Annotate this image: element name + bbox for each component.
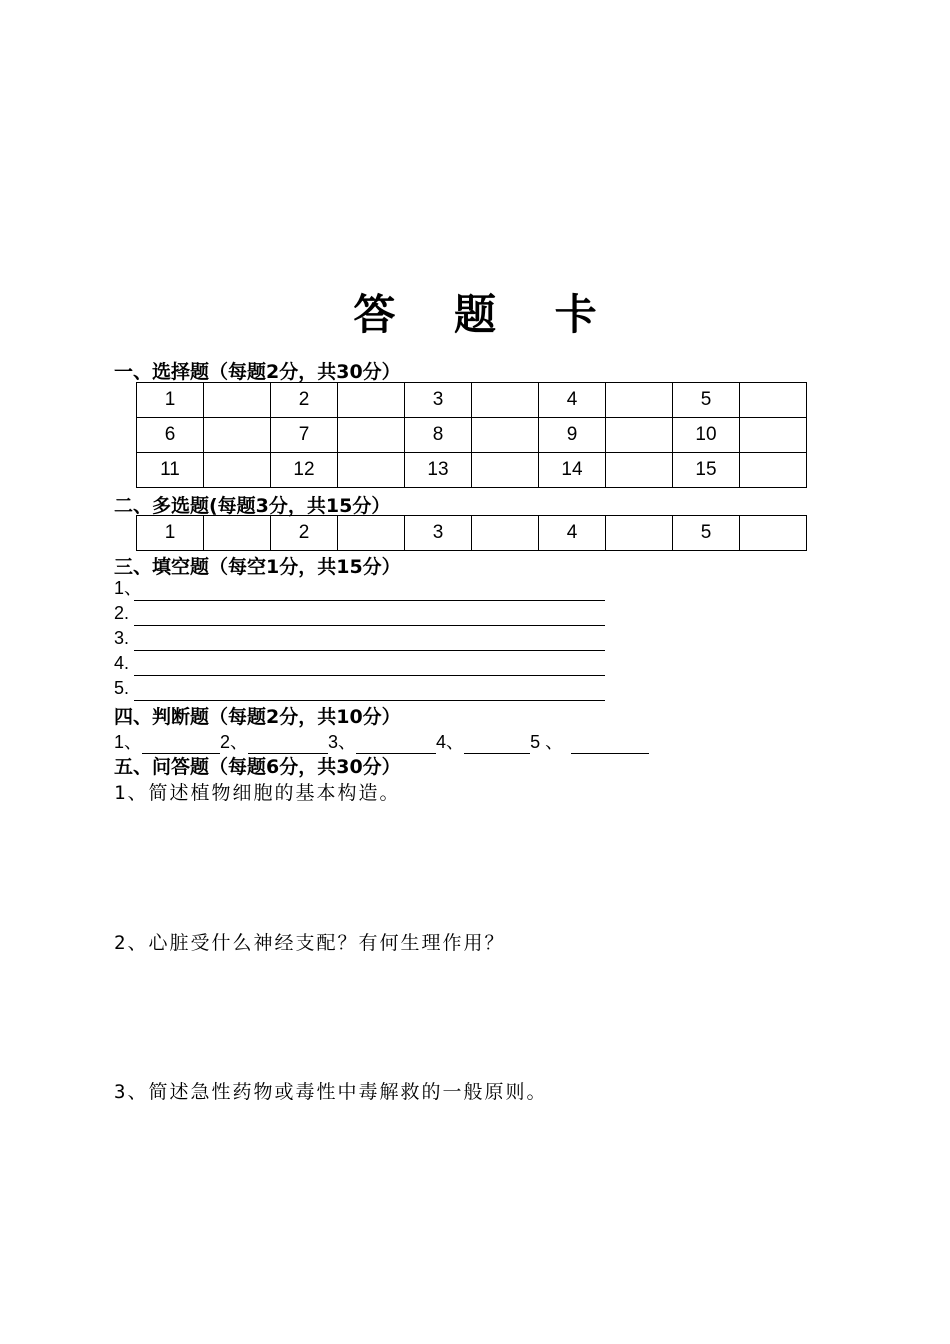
tf-number: 1、 [114, 732, 143, 752]
fill-blank-5[interactable] [114, 677, 129, 702]
answer-cell[interactable] [472, 516, 539, 551]
fill-blank-number: 4. [114, 653, 130, 673]
question-number-cell: 9 [539, 418, 606, 453]
answer-cell[interactable] [740, 516, 807, 551]
choice-answer-grid [136, 382, 807, 488]
fill-blank-1[interactable] [114, 577, 142, 602]
question-number-cell: 14 [539, 453, 606, 488]
essay-question-3: 3、简述急性药物或毒性中毒解救的一般原则。 [114, 1081, 548, 1103]
question-number-cell: 5 [673, 516, 740, 551]
question-number-cell: 3 [405, 516, 472, 551]
tf-blank-4[interactable] [464, 735, 530, 754]
question-number-cell: 3 [405, 383, 472, 418]
answer-line[interactable] [134, 625, 605, 626]
answer-cell[interactable] [472, 453, 539, 488]
answer-cell[interactable] [606, 383, 673, 418]
answer-cell[interactable] [204, 453, 271, 488]
question-number-cell: 1 [137, 516, 204, 551]
answer-line[interactable] [134, 700, 605, 701]
fill-blank-4[interactable] [114, 652, 129, 677]
tf-blank-5[interactable] [571, 735, 649, 754]
tf-number: 4、 [436, 732, 465, 752]
grid-row [137, 418, 807, 453]
answer-cell[interactable] [338, 383, 405, 418]
grid-row [137, 516, 807, 551]
true-false-answers [114, 728, 649, 754]
question-number-cell: 8 [405, 418, 472, 453]
answer-cell[interactable] [472, 418, 539, 453]
fill-blank-number: 2. [114, 603, 130, 623]
fill-blank-number: 3. [114, 628, 130, 648]
answer-line[interactable] [134, 650, 605, 651]
fill-blank-3[interactable] [114, 627, 129, 652]
answer-cell[interactable] [740, 383, 807, 418]
answer-cell[interactable] [204, 516, 271, 551]
section1-heading: 一、选择题（每题2分，共30分） [114, 361, 401, 383]
tf-number: 3、 [328, 732, 357, 752]
fill-blank-number: 5. [114, 678, 130, 698]
section5-heading: 五、问答题（每题6分，共30分） [114, 756, 401, 778]
answer-cell[interactable] [338, 453, 405, 488]
question-number-cell: 2 [271, 516, 338, 551]
answer-cell[interactable] [606, 516, 673, 551]
question-number-cell: 11 [137, 453, 204, 488]
section4-heading: 四、判断题（每题2分，共10分） [114, 706, 401, 728]
answer-cell[interactable] [338, 418, 405, 453]
page-title: 答 题 卡 [353, 290, 619, 339]
question-number-cell: 10 [673, 418, 740, 453]
question-number-cell: 4 [539, 516, 606, 551]
question-number-cell: 12 [271, 453, 338, 488]
question-number-cell: 2 [271, 383, 338, 418]
fill-blank-2[interactable] [114, 602, 129, 627]
answer-cell[interactable] [606, 418, 673, 453]
essay-question-2: 2、心脏受什么神经支配？有何生理作用？ [114, 932, 506, 954]
answer-line[interactable] [134, 600, 605, 601]
answer-cell[interactable] [338, 516, 405, 551]
section2-heading: 二、多选题(每题3分，共15分） [114, 495, 391, 517]
question-number-cell: 6 [137, 418, 204, 453]
question-number-cell: 7 [271, 418, 338, 453]
question-number-cell: 13 [405, 453, 472, 488]
answer-cell[interactable] [204, 383, 271, 418]
grid-row [137, 383, 807, 418]
fill-blank-number: 1、 [114, 578, 143, 598]
answer-cell[interactable] [740, 418, 807, 453]
question-number-cell: 5 [673, 383, 740, 418]
tf-number: 5 、 [530, 732, 564, 752]
section3-heading: 三、填空题（每空1分，共15分） [114, 556, 401, 578]
grid-row [137, 453, 807, 488]
question-number-cell: 15 [673, 453, 740, 488]
question-number-cell: 1 [137, 383, 204, 418]
essay-question-1: 1、简述植物细胞的基本构造。 [114, 782, 401, 804]
answer-cell[interactable] [606, 453, 673, 488]
question-number-cell: 4 [539, 383, 606, 418]
multi-choice-answer-grid [136, 515, 807, 551]
tf-number: 2、 [220, 732, 249, 752]
answer-cell[interactable] [204, 418, 271, 453]
answer-cell[interactable] [472, 383, 539, 418]
answer-cell[interactable] [740, 453, 807, 488]
answer-line[interactable] [134, 675, 605, 676]
